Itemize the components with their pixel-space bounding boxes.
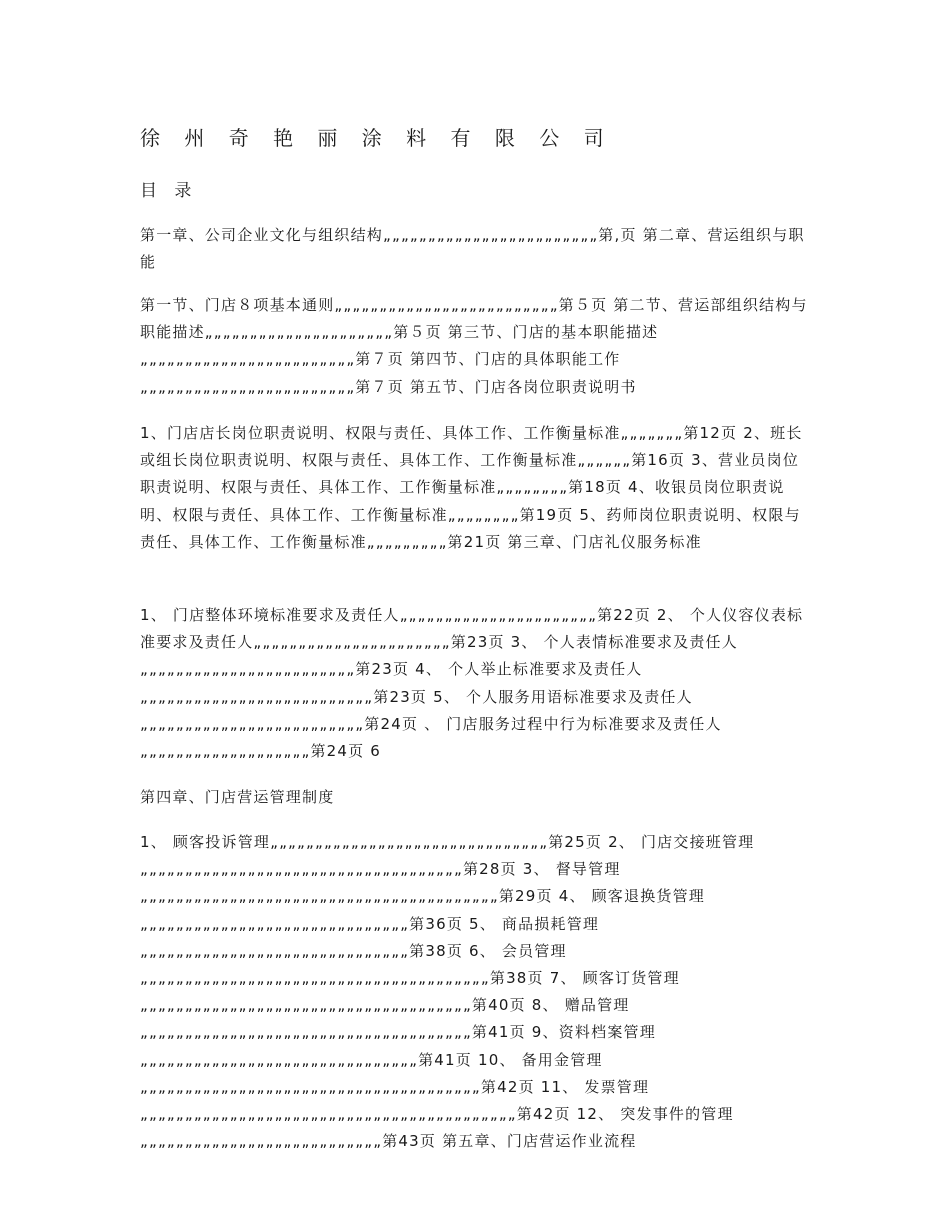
toc-paragraph-management: 1、 顾客投诉管理„„„„„„„„„„„„„„„„„„„„„„„„„„„„„„„第25页 2、 门店交接班管理„„„„„„„„„„„„„„„„„„„„„„„„„„„„„„„„„„„„第28页 3、 督导管理„„„„„„„„„„„„„„„„„„„„„„„„„„„„„„„„„„„„„„„„第29页 4、 顾客退换货管理„„„„„„„„„„„„„„„„„„„„„„„„„„„„„„第36页 5、 商品损耗管理 „„„„„„„„„„„„„„„„„„„„„„„„„„„„„„第38页 6、 会员管理„„„„„„„„„„„„„„„„„„„„„„„„„„„„„„„„„„„„„„„第38页 7、 顾客订货管理„„„„„„„„„„„„„„„„„„„„„„„„„„„„„„„„„„„„„第40页 8、 赠品管理„„„„„„„„„„„„„„„„„„„„„„„„„„„„„„„„„„„„„第41页 9、资料档案管理„„„„„„„„„„„„„„„„„„„„„„„„„„„„„„„第41页 10、 备用金管理„„„„„„„„„„„„„„„„„„„„„„„„„„„„„„„„„„„„„„第42页 11、 发票管理„„„„„„„„„„„„„„„„„„„„„„„„„„„„„„„„„„„„„„„„„„第42页 12、 突发事件的管理„„„„„„„„„„„„„„„„„„„„„„„„„„„第43页 第五章、门店营运作业流程 [140, 833, 755, 1151]
toc-heading: 目 录 [140, 181, 198, 201]
company-title: 徐 州 奇 艳 丽 涂 料 有 限 公 司 [140, 126, 613, 150]
toc-paragraph-etiquette: 1、 门店整体环境标准要求及责任人„„„„„„„„„„„„„„„„„„„„„„第22页 2、 个人仪容仪表标准要求及责任人„„„„„„„„„„„„„„„„„„„„„„第23页 3、 个人表情标准要求及责任人„„„„„„„„„„„„„„„„„„„„„„„„第23页 4、 个人举止标准要求及责任人„„„„„„„„„„„„„„„„„„„„„„„„„„第23页 5、 个人服务用语标准要求及责任人„„„„„„„„„„„„„„„„„„„„„„„„„第24页 、 门店服务过程中行为标准要求及责任人„„„„„„„„„„„„„„„„„„„第24页 6 [140, 606, 804, 761]
toc-paragraph-chapter-1: 第一章、公司企业文化与组织结构„„„„„„„„„„„„„„„„„„„„„„„„第,页 第二章、营运组织与职能 [140, 226, 805, 272]
toc-paragraph-sections: 第一节、门店８项基本通则„„„„„„„„„„„„„„„„„„„„„„„„„第５页 第二节、营运部组织结构与职能描述„„„„„„„„„„„„„„„„„„„„„第５页 第三节、门店的基本职能描述„„„„„„„„„„„„„„„„„„„„„„„„第７页 第四节、门店的具体职能工作„„„„„„„„„„„„„„„„„„„„„„„„第７页 第五节、门店各岗位职责说明书 [140, 296, 808, 396]
toc-paragraph-chapter-4: 第四章、门店营运管理制度 [140, 788, 335, 806]
toc-paragraph-job-duties: 1、门店店长岗位职责说明、权限与责任、具体工作、工作衡量标准„„„„„„„第12页 2、班长或组长岗位职责说明、权限与责任、具体工作、工作衡量标准„„„„„„第16页 3、营业员岗位职责说明、权限与责任、具体工作、工作衡量标准„„„„„„„„第18页 4、收银员岗位职责说明、权限与责任、具体工作、工作衡量标准„„„„„„„„第19页 5、药师岗位职责说明、权限与责任、具体工作、工作衡量标准„„„„„„„„„第21页 第三章、门店礼仪服务标准 [140, 424, 803, 551]
